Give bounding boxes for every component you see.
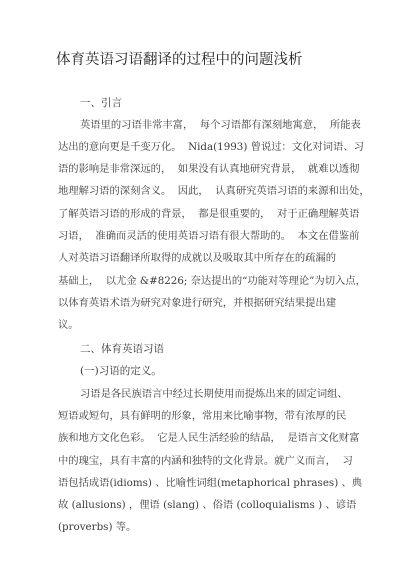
subsection-heading-definition: (一)习语的定义。 [80, 365, 162, 377]
paragraph-line: 议。 [58, 319, 79, 331]
paragraph-line: 英语里的习语非常丰富， 每个习语都有深刻地寓意， 所能表 [80, 119, 361, 131]
paragraph-line: 了解英语习语的形成的背景， 都是很重要的， 对于正确理解英语 [58, 208, 360, 220]
paragraph-line: 短语或短句，具有鲜明的形象，常用来比喻事物，带有浓厚的民 [58, 410, 347, 422]
paragraph-line: 基础上， 以尤金 &#8226; 奈达提出的“功能对等理论”为切入点， [58, 275, 366, 287]
paragraph-line: 以体育英语术语为研究对象进行研究，并根据研究结果提出建 [58, 297, 337, 309]
paragraph-line: (proverbs) 等。 [58, 521, 137, 533]
paragraph-line: 族和地方文化色彩。 它是人民生活经验的结晶， 是语言文化财富 [58, 432, 360, 444]
paragraph-line: 语的影响是非常深远的， 如果没有认真地研究背景， 就难以透彻 [58, 163, 360, 175]
paragraph-line: 中的瑰宝，具有丰富的内涵和独特的文化背景。就广义而言， 习 [58, 455, 353, 467]
paragraph-line: 故 (allusions) ，俚语 (slang) 、俗语 (colloquialisms ) 、谚语 [58, 499, 357, 511]
paragraph-line: 人对英语习语翻译所取得的成就以及吸取其中所存在的疏漏的 [58, 252, 337, 264]
paragraph-line: 达出的意向更是千变万化。 Nida(1993) 曾说过：文化对词语、习 [58, 141, 364, 153]
paragraph-line: 习语， 准确而灵活的使用英语习语有很大帮助的。 本文在借鉴前 [58, 230, 360, 242]
section-heading-introduction: 一、引言 [80, 97, 122, 109]
section-heading-sports-idioms: 二、体育英语习语 [80, 343, 164, 355]
paragraph-line: 习语是各民族语言中经过长期使用而提炼出来的固定词组、 [80, 388, 348, 400]
document-title: 体育英语习语翻译的过程中的问题浅析 [56, 52, 303, 68]
paragraph-line: 地理解习语的深刻含义。 因此， 认真研究英语习语的来源和出处， [58, 185, 370, 197]
paragraph-line: 语包括成语(idioms) 、比喻性词组(metaphorical phrases) 、典 [58, 477, 363, 489]
